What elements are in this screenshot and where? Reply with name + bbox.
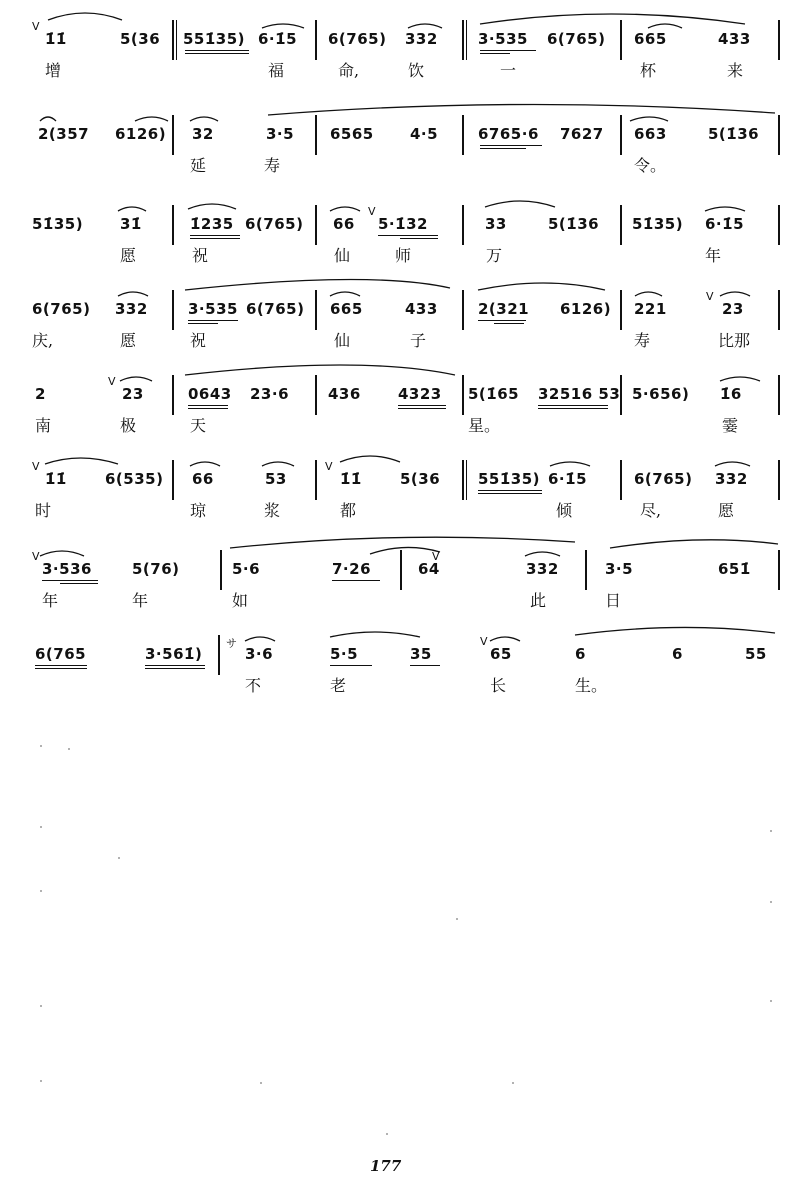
note-group: 66 (333, 215, 355, 233)
lyric-char: 祝 (192, 246, 209, 265)
barline (315, 375, 317, 415)
note-group: 6(765) (246, 300, 305, 318)
slur-arcs (0, 185, 806, 215)
note-group: 1̇6 (720, 385, 742, 403)
barline (315, 20, 317, 60)
note-group: 51̇35) (632, 215, 684, 233)
note-group: 1̇1̇ (340, 470, 362, 488)
barline (462, 460, 467, 500)
lyric-char: 来 (727, 61, 744, 80)
note-group: 3·5 (605, 560, 634, 578)
lyric-char: 子 (410, 331, 427, 350)
barline (172, 375, 174, 415)
note-group: 6(765 (35, 645, 87, 663)
note-group: 6126) (560, 300, 612, 318)
note-group: 332 (115, 300, 148, 318)
note-group: 436 (328, 385, 361, 403)
note-group: 3·535 (188, 300, 238, 318)
note-group: 6(765) (328, 30, 387, 48)
note-group: 6126) (115, 125, 167, 143)
barline (172, 205, 174, 245)
note-group: 433 (405, 300, 438, 318)
note-group: 5(36 (120, 30, 161, 48)
note-group: 2(321 (478, 300, 530, 318)
score-system-5 (0, 355, 806, 435)
note-group: 53 (265, 470, 287, 488)
page-number: 177 (370, 1157, 402, 1175)
barline (220, 550, 222, 590)
note-group: 332 (405, 30, 438, 48)
slur-arcs (0, 270, 806, 300)
note-group: 5(1̇36 (548, 215, 600, 233)
breath-mark: V (32, 460, 40, 473)
note-group: 7·26 (332, 560, 372, 578)
slur-arcs (0, 0, 806, 30)
barline (315, 460, 317, 500)
breath-mark: V (480, 635, 488, 648)
lyric-char: 尽, (640, 501, 662, 520)
lyric-char: 愿 (120, 331, 137, 350)
note-group: 6565 (330, 125, 374, 143)
note-group: 3·6 (245, 645, 274, 663)
note-group: 33 (485, 215, 507, 233)
note-group: 2 (35, 385, 46, 403)
barline (315, 205, 317, 245)
lyric-char: 日 (605, 591, 622, 610)
barline (462, 290, 464, 330)
breath-mark: V (32, 20, 40, 33)
note-group: 4·5 (410, 125, 439, 143)
note-group: 3·5 (266, 125, 295, 143)
note-group: 6(765) (547, 30, 606, 48)
barline (218, 635, 220, 675)
lyric-char: 如 (232, 591, 249, 610)
lyric-char: 长 (490, 676, 507, 695)
barline (462, 205, 464, 245)
score-system-8 (0, 615, 806, 695)
lyric-char: 霎 (722, 416, 739, 435)
barline (778, 205, 780, 245)
note-group: 6·1̇5 (258, 30, 298, 48)
barline (462, 115, 464, 155)
breath-mark: V (108, 375, 116, 388)
barline (315, 290, 317, 330)
note-group: 5·5 (330, 645, 359, 663)
note-group: 551̇35) (478, 470, 541, 488)
note-group: 64 (418, 560, 440, 578)
lyric-char: 杯 (640, 61, 657, 80)
slur-arcs (0, 95, 806, 125)
slur-arcs (0, 615, 806, 645)
lyric-char: 庆, (32, 331, 54, 350)
note-group: 665 (634, 30, 667, 48)
barline (172, 115, 174, 155)
lyric-char: 不 (245, 676, 262, 695)
barline (172, 460, 174, 500)
lyric-char: 寿 (634, 331, 651, 350)
note-group: 221 (634, 300, 667, 318)
breath-mark: V (706, 290, 714, 303)
lyric-char: 寿 (264, 156, 281, 175)
barline (620, 20, 622, 60)
lyric-char: 命, (338, 61, 360, 80)
lyric-char: 福 (268, 61, 285, 80)
lyric-char: 琼 (190, 501, 207, 520)
note-group: 551̇35) (183, 30, 246, 48)
lyric-char: 生。 (575, 676, 608, 695)
barline (400, 550, 402, 590)
lyric-char: 年 (705, 246, 722, 265)
slur-arcs (0, 355, 806, 385)
lyric-char: 增 (45, 61, 62, 80)
note-group: 3·561̇) (145, 645, 203, 663)
lyric-char: 时 (35, 501, 52, 520)
lyric-char: 此 (530, 591, 547, 610)
note-group: 5·656) (632, 385, 690, 403)
lyric-char: 老 (330, 676, 347, 695)
lyric-char: 倾 (556, 501, 573, 520)
barline (315, 115, 317, 155)
note-group: 6·1̇5 (705, 215, 745, 233)
free-meter-mark: サ (226, 637, 237, 650)
score-system-7 (0, 530, 806, 610)
note-group: 6(765) (32, 300, 91, 318)
note-group: 332 (715, 470, 748, 488)
lyric-char: 仙 (334, 246, 351, 265)
note-group: 1̇1̇ (45, 30, 67, 48)
barline (778, 290, 780, 330)
note-group: 665 (330, 300, 363, 318)
lyric-char: 仙 (334, 331, 351, 350)
lyric-char: 浆 (264, 501, 281, 520)
barline (620, 290, 622, 330)
note-group: 23 (122, 385, 144, 403)
lyric-char: 极 (120, 416, 137, 435)
note-group: 66 (192, 470, 214, 488)
barline (778, 375, 780, 415)
lyric-char: 年 (132, 591, 149, 610)
note-group: 651̇ (718, 560, 751, 578)
slur-arcs (0, 440, 806, 470)
lyric-char: 师 (395, 246, 412, 265)
barline (172, 290, 174, 330)
score-system-3 (0, 185, 806, 265)
note-group: 65 (490, 645, 512, 663)
note-group: 332 (526, 560, 559, 578)
lyric-char: 延 (190, 156, 207, 175)
barline (462, 375, 464, 415)
lyric-char: 令。 (634, 156, 667, 175)
breath-mark: V (32, 550, 40, 563)
score-system-4 (0, 270, 806, 350)
note-group: 5(76) (132, 560, 180, 578)
note-group: 6 (575, 645, 586, 663)
note-group: 6(765) (245, 215, 304, 233)
barline (778, 550, 780, 590)
note-group: 23·6 (250, 385, 290, 403)
note-group: 5·6 (232, 560, 261, 578)
note-group: 663 (634, 125, 667, 143)
lyric-char: 比那 (718, 331, 751, 350)
breath-mark: V (325, 460, 333, 473)
barline (620, 375, 622, 415)
note-group: 3·535 (478, 30, 528, 48)
barline (620, 460, 622, 500)
note-group: 4323 (398, 385, 442, 403)
note-group: 6(765) (634, 470, 693, 488)
lyric-char: 一 (500, 61, 517, 80)
lyric-char: 星。 (468, 416, 501, 435)
lyric-char: 年 (42, 591, 59, 610)
note-group: 6·1̇5 (548, 470, 588, 488)
lyric-char: 饮 (408, 61, 425, 80)
lyric-char: 愿 (120, 246, 137, 265)
note-group: 6(535) (105, 470, 164, 488)
note-group: 5(36 (400, 470, 441, 488)
barline (620, 205, 622, 245)
lyric-char: 愿 (718, 501, 735, 520)
note-group: 31̇ (120, 215, 142, 233)
note-group: 0643 (188, 385, 232, 403)
note-group: 6765·6 (478, 125, 539, 143)
slur-arcs (0, 530, 806, 560)
barline (585, 550, 587, 590)
barline (620, 115, 622, 155)
breath-mark: V (368, 205, 376, 218)
note-group: 51̇35) (32, 215, 84, 233)
note-group: 5(1̇65 (468, 385, 520, 403)
lyric-char: 祝 (190, 331, 207, 350)
note-group: 433 (718, 30, 751, 48)
barline (172, 20, 177, 60)
note-group: 23 (722, 300, 744, 318)
note-group: 32 (192, 125, 214, 143)
note-group: 35 (410, 645, 432, 663)
lyric-char: 都 (340, 501, 357, 520)
note-group: 5·1̇32 (378, 215, 428, 233)
note-group: 2(357 (38, 125, 90, 143)
note-group: 55 (745, 645, 767, 663)
barline (778, 460, 780, 500)
barline (778, 20, 780, 60)
score-system-1 (0, 0, 806, 80)
lyric-char: 南 (35, 416, 52, 435)
note-group: 1̇1̇ (45, 470, 67, 488)
note-group: 3·536 (42, 560, 92, 578)
barline (462, 20, 467, 60)
breath-mark: V (432, 550, 440, 563)
note-group: 5(1̇36 (708, 125, 760, 143)
note-group: 6 (672, 645, 683, 663)
score-system-6 (0, 440, 806, 520)
lyric-char: 天 (190, 416, 207, 435)
note-group: 1̇235 (190, 215, 234, 233)
lyric-char: 万 (486, 246, 503, 265)
note-group: 32516 53 (538, 385, 621, 403)
score-system-2 (0, 95, 806, 175)
note-group: 7627 (560, 125, 604, 143)
barline (778, 115, 780, 155)
